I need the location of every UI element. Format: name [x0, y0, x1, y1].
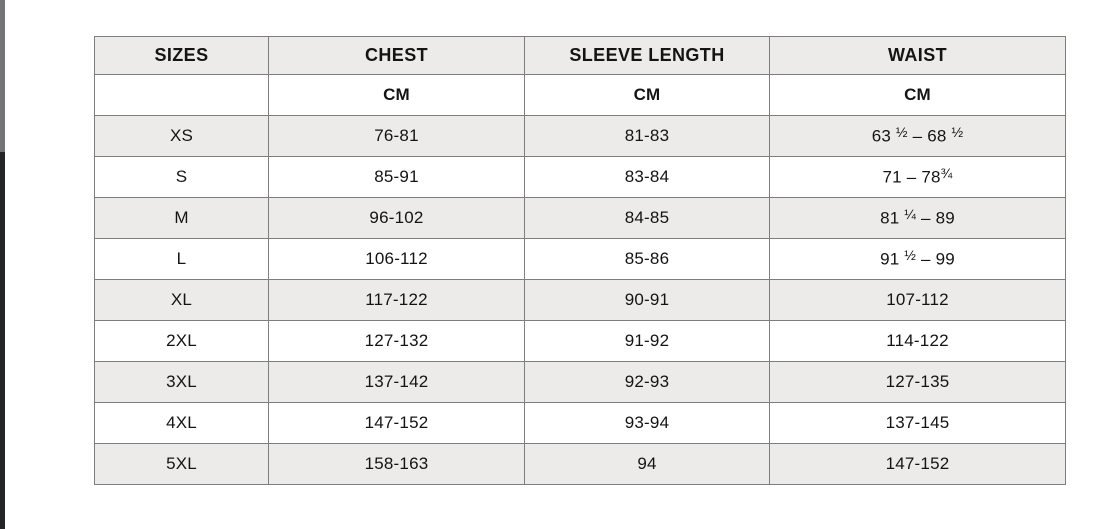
chest-cell: 117-122	[269, 280, 525, 321]
waist-cell: 127-135	[770, 362, 1066, 403]
sleeve-cell: 93-94	[525, 403, 770, 444]
sleeve-cell: 92-93	[525, 362, 770, 403]
waist-cell: 63 $^{\frac{1}{2}}$ – 68 $^{\frac{1}{2}}$	[770, 116, 1066, 157]
sleeve-cell: 91-92	[525, 321, 770, 362]
chest-cell: 85-91	[269, 157, 525, 198]
chest-cell: 137-142	[269, 362, 525, 403]
col-header-waist: WAIST	[770, 37, 1066, 75]
sleeve-cell: 84-85	[525, 198, 770, 239]
col-header-chest: CHEST	[269, 37, 525, 75]
waist-cell: 81 $^{\frac{1}{4}}$ – 89	[770, 198, 1066, 239]
unit-row	[95, 75, 1066, 116]
table-header-row	[95, 37, 1066, 75]
size-chart-container	[94, 36, 1066, 485]
unit-cell-sizes	[95, 75, 269, 116]
table-row	[95, 321, 1066, 362]
size-cell: 3XL	[95, 362, 269, 403]
waist-cell: 107-112	[770, 280, 1066, 321]
waist-cell: $71 - 78^{\frac{3}{4}}$	[770, 157, 1066, 198]
edge-strip-gray-segment	[0, 0, 5, 152]
table-row	[95, 198, 1066, 239]
size-cell: 2XL	[95, 321, 269, 362]
chest-cell: 96-102	[269, 198, 525, 239]
chest-cell: 158-163	[269, 444, 525, 485]
size-cell: XL	[95, 280, 269, 321]
sleeve-cell: 81-83	[525, 116, 770, 157]
sleeve-cell: 94	[525, 444, 770, 485]
waist-cell: 137-145	[770, 403, 1066, 444]
size-cell: L	[95, 239, 269, 280]
sleeve-cell: 90-91	[525, 280, 770, 321]
unit-cell-waist: CM	[770, 75, 1066, 116]
table-row	[95, 280, 1066, 321]
chest-cell: 127-132	[269, 321, 525, 362]
size-cell: S	[95, 157, 269, 198]
table-row	[95, 116, 1066, 157]
waist-cell: 147-152	[770, 444, 1066, 485]
size-cell: XS	[95, 116, 269, 157]
size-cell: M	[95, 198, 269, 239]
chest-cell: 106-112	[269, 239, 525, 280]
table-row	[95, 403, 1066, 444]
chest-cell: 147-152	[269, 403, 525, 444]
waist-cell: 91 $^{\frac{1}{2}}$ – 99	[770, 239, 1066, 280]
chest-cell: 76-81	[269, 116, 525, 157]
waist-cell: 114-122	[770, 321, 1066, 362]
sleeve-cell: 83-84	[525, 157, 770, 198]
col-header-sizes: SIZES	[95, 37, 269, 75]
size-cell: 4XL	[95, 403, 269, 444]
table-row	[95, 444, 1066, 485]
table-row	[95, 157, 1066, 198]
adjacent-image-edge-strip	[0, 0, 5, 529]
table-row	[95, 362, 1066, 403]
size-chart-table	[94, 36, 1066, 485]
unit-cell-sleeve: CM	[525, 75, 770, 116]
sleeve-cell: 85-86	[525, 239, 770, 280]
table-row	[95, 239, 1066, 280]
edge-strip-dark-segment	[0, 152, 5, 529]
size-cell: 5XL	[95, 444, 269, 485]
col-header-sleeve-length: SLEEVE LENGTH	[525, 37, 770, 75]
unit-cell-chest: CM	[269, 75, 525, 116]
